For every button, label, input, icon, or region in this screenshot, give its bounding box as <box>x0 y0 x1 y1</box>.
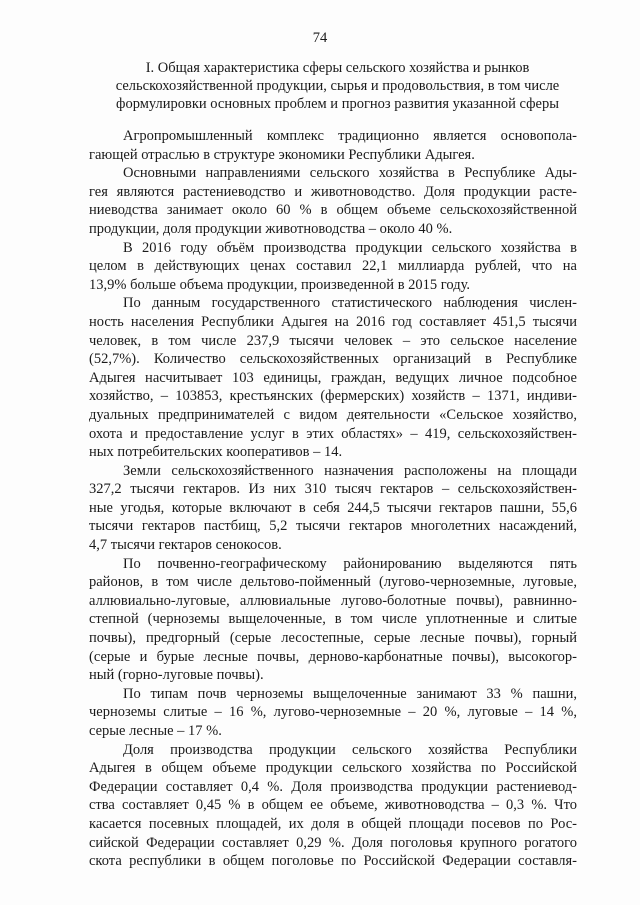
text-line: черноземы слитые – 16 %, лугово-черноземные – 20 %, луговые – 14 %, <box>89 704 577 721</box>
heading-line: сельскохозяйственной продукции, сырья и продовольствия, в том числе <box>115 78 560 94</box>
text-line: Агропромышленный комплекс традиционно является основопола- <box>123 128 577 144</box>
text-line: 4,7 тысячи гектаров сенокосов. <box>89 537 282 554</box>
text-line: По типам почв черноземы выщелоченные занимают 33 % пашни, <box>123 685 577 702</box>
text-line: По данным государственного статистического наблюдения числен- <box>123 295 577 312</box>
text-line: серые лесные – 17 %. <box>89 723 222 739</box>
text-line: районов, в том числе дельтово-пойменный (лугово-черноземные, луговые, <box>89 574 577 591</box>
heading-line: формулировки основных проблем и прогноз развития указанной сферы <box>116 96 559 112</box>
text-line: 13,9% больше объема продукции, произведенной в 2015 году. <box>89 276 471 293</box>
text-line: 327,2 тысячи гектаров. Из них 310 тысяч гектаров – сельскохозяйствен- <box>89 481 577 498</box>
text-line: ства составляет 0,45 % в общем ее объеме, животноводства – 0,3 %. Что <box>89 797 577 814</box>
text-line: ниеводства занимает около 60 % в общем объеме сельскохозяйственной <box>89 202 577 219</box>
text-line: Доля производства продукции сельского хозяйства Республики <box>123 741 577 758</box>
text-line: Основными направлениями сельского хозяйства в Республике Ады- <box>123 165 577 182</box>
text-line: ных потребительских кооперативов – 14. <box>89 444 343 461</box>
paragraph <box>89 555 577 685</box>
text-line: дуальных предпринимателей с видом деятельности «Сельское хозяйство, <box>89 406 577 423</box>
paragraph <box>89 462 577 555</box>
paragraph <box>89 164 577 238</box>
text-line: ность населения Республики Адыгея на 2016 год составляет 451,5 тысячи <box>89 313 577 330</box>
text-line: скота республики в общем поголовье по Российской Федерации составля- <box>89 853 577 870</box>
text-line: Адыгея насчитывает 103 единицы, граждан, ведущих личное подсобное <box>89 369 577 386</box>
text-line: сийской Федерации составляет 0,29 %. Доля поголовья крупного рогатого <box>89 834 577 851</box>
paragraph <box>89 127 577 164</box>
text-line: (серые и бурые лесные почвы, дерново-карбонатные почвы), высокогор- <box>89 648 577 665</box>
text-line: степной (черноземы выщелоченные, в том числе уплотненные и слитые <box>89 611 577 628</box>
heading-line: I. Общая характеристика сферы сельского хозяйства и рынков <box>145 60 530 76</box>
text-line: Федерации составляет 0,4 %. Доля производства продукции растениевод- <box>89 778 577 795</box>
text-line: почвы), предгорный (серые лесостепные, серые лесные почвы), горный <box>89 630 577 647</box>
body-text <box>89 127 577 871</box>
text-line: охота и предоставление услуг в этих областях» – 419, сельскохозяйствен- <box>89 425 577 442</box>
text-line: целом в действующих ценах составил 22,1 миллиарда рублей, что на <box>89 258 577 275</box>
text-line: гающей отраслью в структуре экономики Республики Адыгея. <box>89 146 475 163</box>
text-line: гея являются растениеводство и животноводство. Доля продукции расте- <box>89 183 577 200</box>
text-line: человек, в том числе 237,9 тысячи человек – это сельское население <box>89 332 577 349</box>
paragraph <box>89 741 577 871</box>
text-line: аллювиально-луговые, аллювиальные лугово-болотные почвы), равнинно- <box>89 592 577 609</box>
text-line: Адыгея в общем объеме продукции сельского хозяйства по Российской <box>89 760 577 777</box>
text-line: продукции, доля продукции животноводства – около 40 %. <box>89 220 453 237</box>
text-line: Земли сельскохозяйственного назначения расположены на площади <box>123 462 577 479</box>
text-line: (52,7%). Количество сельскохозяйственных организаций в Республике <box>89 351 577 368</box>
text-line: В 2016 году объём производства продукции сельского хозяйства в <box>123 239 577 256</box>
section-heading <box>100 59 575 113</box>
paragraph <box>89 685 577 741</box>
paragraph <box>89 239 577 295</box>
paragraph <box>89 294 577 461</box>
text-line: По почвенно-географическому районированию выделяются пять <box>123 555 577 572</box>
text-line: хозяйство, – 103853, крестьянских (фермерских) хозяйств – 1371, индиви- <box>89 388 577 405</box>
text-line: тысячи гектаров пастбищ, 5,2 тысячи гектаров многолетних насаждений, <box>89 518 577 535</box>
text-line: ный (горно-луговые почвы). <box>89 667 264 684</box>
page-number: 74 <box>312 30 328 46</box>
text-line: ные угодья, которые включают в себя 244,5 тысячи гектаров пашни, 55,6 <box>89 499 577 516</box>
text-line: касается посевных площадей, их доля в общей площади посевов по Рос- <box>89 815 577 832</box>
